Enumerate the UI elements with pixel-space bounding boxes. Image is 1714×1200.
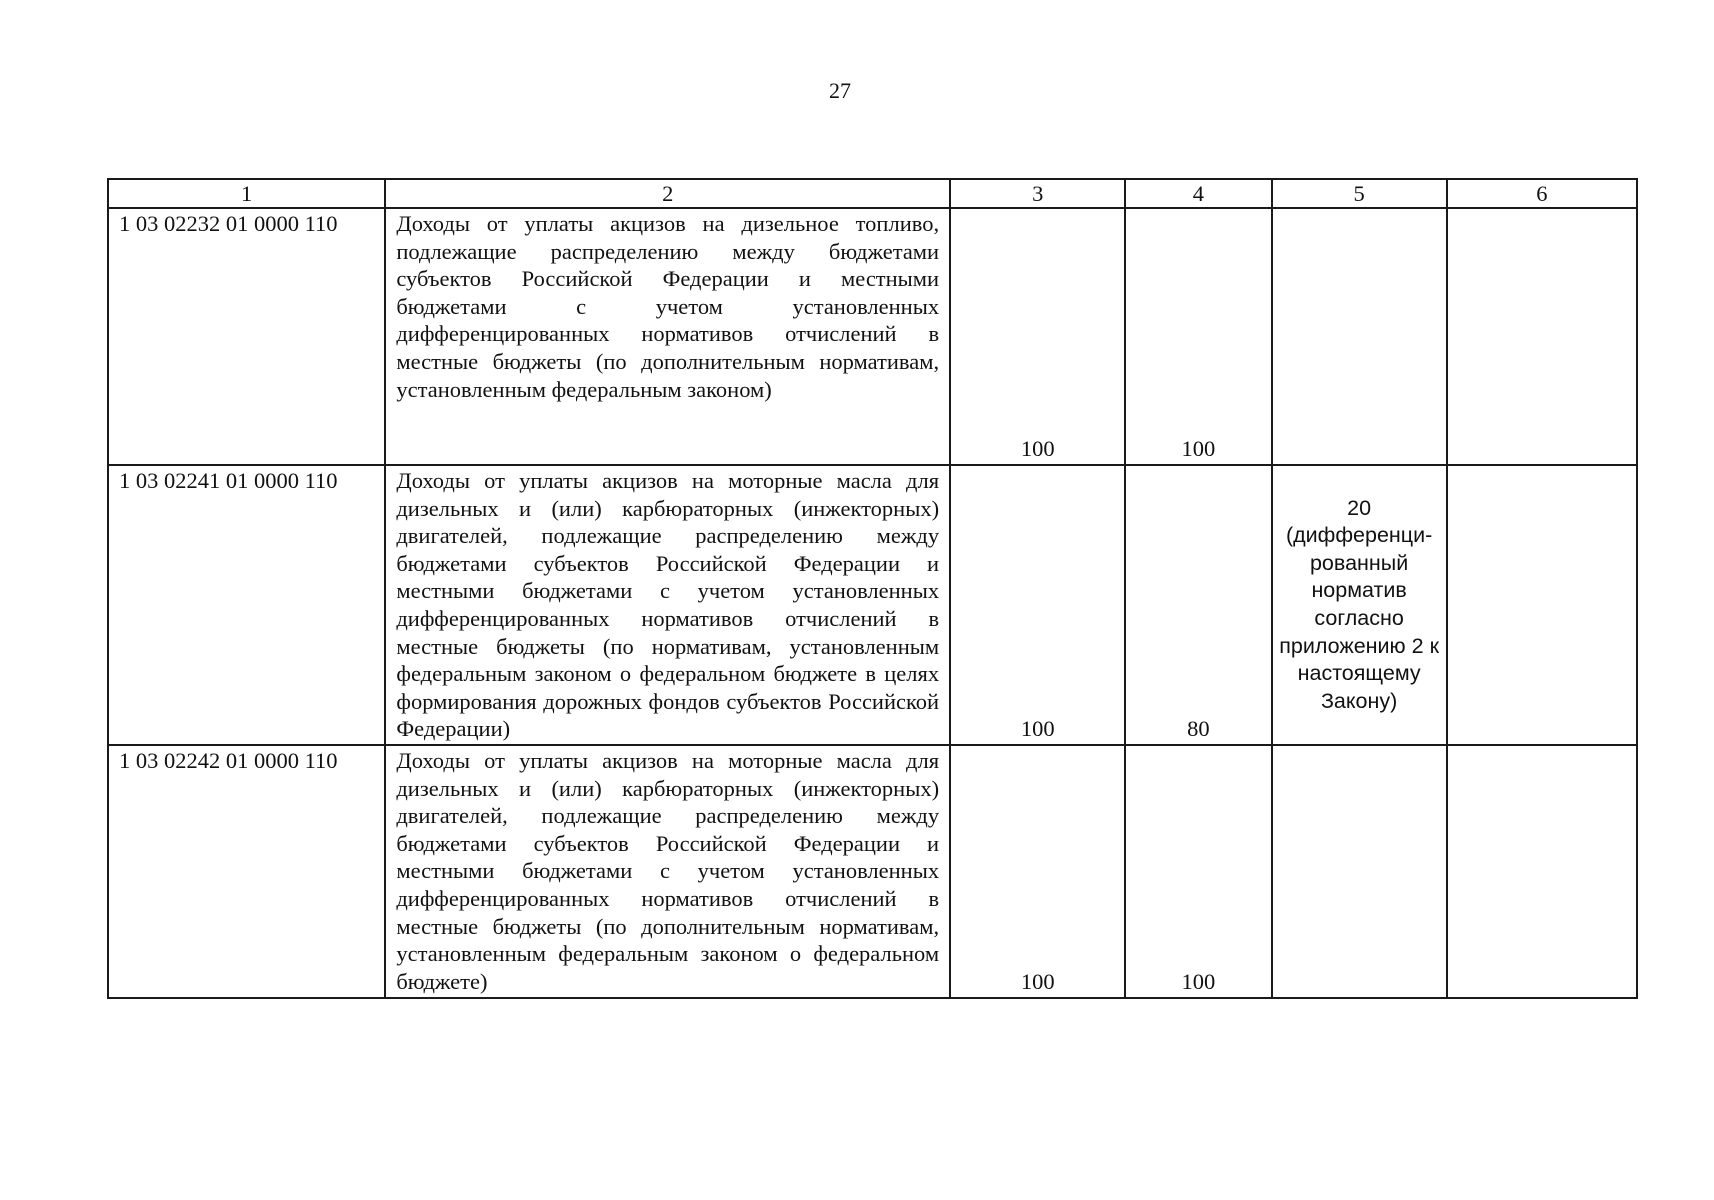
col3-value-cell: 100 [950, 208, 1125, 465]
table-row [108, 465, 1637, 745]
col3-value-cell: 100 [950, 465, 1125, 745]
col4-value-cell: 100 [1125, 745, 1271, 998]
header-col-2: 2 [385, 179, 950, 208]
col6-cell [1447, 208, 1637, 465]
header-col-6: 6 [1447, 179, 1637, 208]
budget-code-cell: 1 03 02241 01 0000 110 [108, 465, 385, 745]
col4-value-cell: 80 [1125, 465, 1271, 745]
header-col-4: 4 [1125, 179, 1271, 208]
revenue-table [107, 178, 1638, 999]
col5-note-cell [1272, 208, 1447, 465]
revenue-name-cell: Доходы от уплаты акцизов на моторные масла для дизельных и (или) карбюраторных (инжекторных) двигателей, подлежащие распределению между бюджетами субъектов Российской Федерации и местными бюджетами с учетом установленных дифференцированных нормативов отчислений в местные бюджеты (по дополнительным нормативам, установленным федеральным законом о федеральном бюджете) [385, 745, 950, 998]
col5-note-cell: 20 (дифференци-рованный норматив согласно приложению 2 к настоящему Закону) [1272, 465, 1447, 745]
header-col-5: 5 [1272, 179, 1447, 208]
col6-cell [1447, 465, 1637, 745]
col6-cell [1447, 745, 1637, 998]
table-body [108, 208, 1637, 998]
table-row [108, 745, 1637, 998]
budget-code-cell: 1 03 02242 01 0000 110 [108, 745, 385, 998]
col5-note-cell [1272, 745, 1447, 998]
col4-value-cell: 100 [1125, 208, 1271, 465]
page-number: 27 [829, 78, 851, 103]
col3-value-cell: 100 [950, 745, 1125, 998]
budget-code-cell: 1 03 02232 01 0000 110 [108, 208, 385, 465]
revenue-name-cell: Доходы от уплаты акцизов на дизельное топливо, подлежащие распределению между бюджетами субъектов Российской Федерации и местными бюджетами с учетом установленных дифференцированных нормативов отчислений в местные бюджеты (по дополнительным нормативам, установленным федеральным законом) [385, 208, 950, 465]
header-col-3: 3 [950, 179, 1125, 208]
header-row [108, 179, 1637, 208]
header-col-1: 1 [108, 179, 385, 208]
table-header [108, 179, 1637, 208]
table-row [108, 208, 1637, 465]
revenue-name-cell: Доходы от уплаты акцизов на моторные масла для дизельных и (или) карбюраторных (инжекторных) двигателей, подлежащие распределению между бюджетами субъектов Российской Федерации и местными бюджетами с учетом установленных дифференцированных нормативов отчислений в местные бюджеты (по нормативам, установленным федеральным законом о федеральном бюджете в целях формирования дорожных фондов субъектов Российской Федерации) [385, 465, 950, 745]
